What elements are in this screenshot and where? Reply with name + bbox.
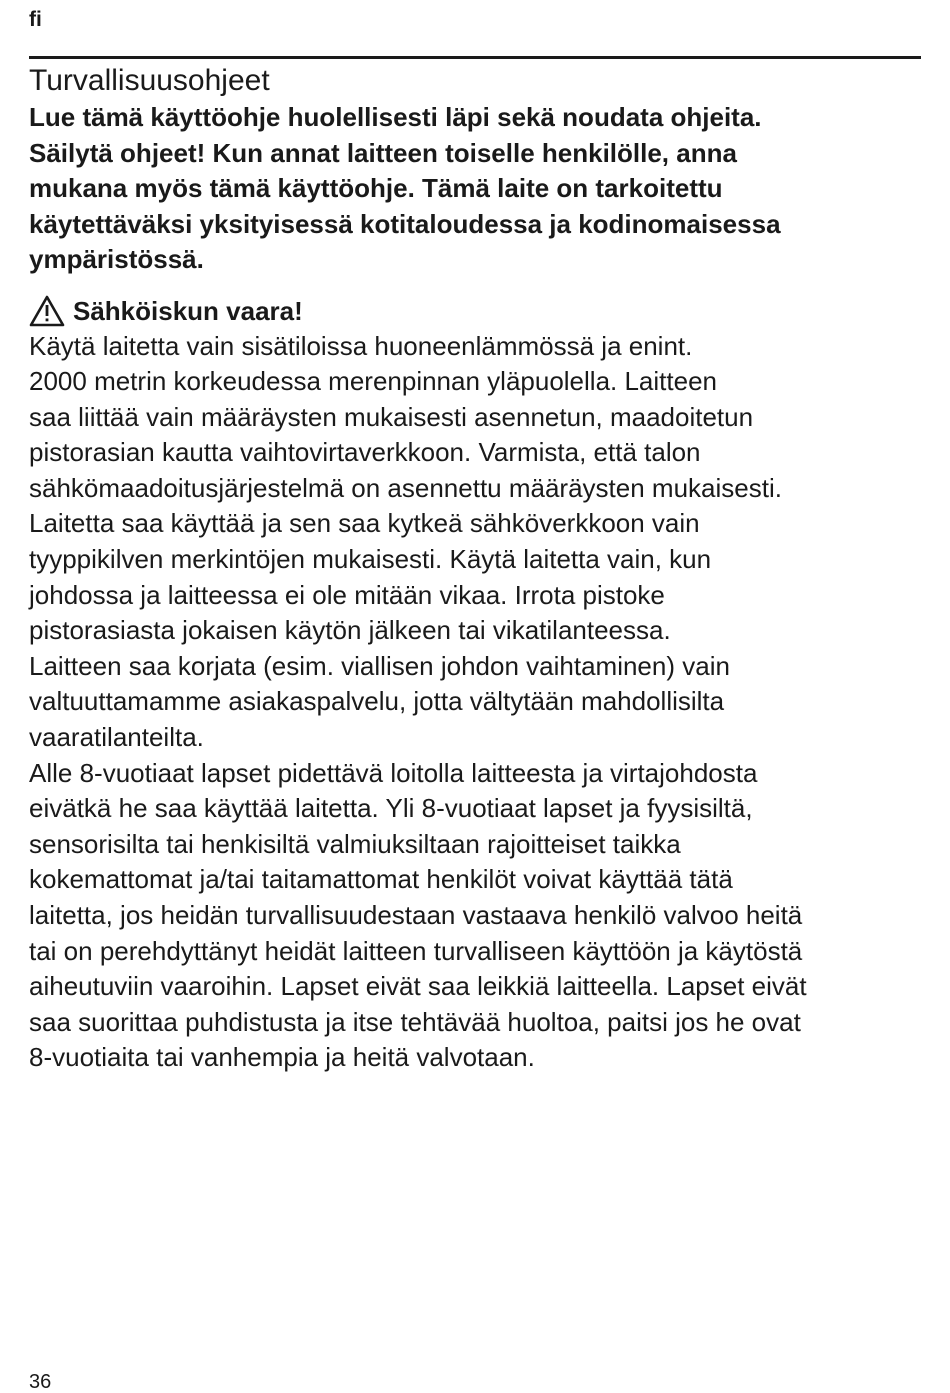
safety-section: [29, 62, 929, 1076]
header-rule: [29, 56, 921, 59]
page-number: 36: [29, 1371, 52, 1393]
language-tag: fi: [29, 8, 42, 31]
warning-triangle-icon: [29, 295, 65, 327]
electric-shock-paragraph: Käytä laitetta vain sisätiloissa huoneenlämmössä ja enint. 2000 metrin korkeudessa merenpinnan yläpuolella. Laitteen saa liittää vain määräysten mukaisesti asennetun, maadoitetun pistorasian kautta vaihtovirtaverkkoon. Varmista, että talon sähkömaadoitusjärjestelmä on asennettu määräysten mukaisesti. Laitetta saa käyttää ja sen saa kytkeä sähköverkkoon vain tyyppikilven merkintöjen mukaisesti. Käytä laitetta vain, kun johdossa ja laitteessa ei ole mitään vikaa. Irrota pistoke pistorasiasta jokaisen käytön jälkeen tai vikatilanteessa. Laitteen saa korjata (esim. viallisen johdon vaihtaminen) vain valtuuttamamme asiakaspalvelu, jotta vältytään mahdollisilta vaaratilanteilta.: [29, 330, 782, 753]
intro-paragraph: Lue tämä käyttöohje huolellisesti läpi sekä noudata ohjeita. Säilytä ohjeet! Kun annat laitteen toiselle henkilölle, anna mukana myös tämä käyttöohje. Tämä laite on tarkoitettu käytettäväksi yksityisessä kotitaloudessa ja kodinomaisessa ympäristössä.: [29, 102, 781, 274]
section-title: Turvallisuusohjeet: [29, 64, 270, 97]
warning-heading: [29, 293, 929, 329]
children-safety-paragraph: Alle 8-vuotiaat lapset pidettävä loitolla laitteesta ja virtajohdosta eivätkä he saa käyttää laitetta. Yli 8-vuotiaat lapset ja fyysisiltä, sensorisilta tai henkisiltä valmiuksiltaan rajoitteiset taikka kokemattomat ja/tai taitamattomat henkilöt voivat käyttää tätä laitetta, jos heidän turvallisuudestaan vastaava henkilö valvoo heitä tai on perehdyttänyt heidät laitteen turvalliseen käyttöön ja käytöstä aiheutuviin vaaroihin. Lapset eivät saa leikkiä laitteella. Lapset eivät saa suorittaa puhdistusta ja itse tehtävää huoltoa, paitsi jos he ovat 8-vuotiaita tai vanhempia ja heitä valvotaan.: [29, 757, 807, 1073]
warning-heading-text: Sähköiskun vaara!: [73, 295, 303, 326]
